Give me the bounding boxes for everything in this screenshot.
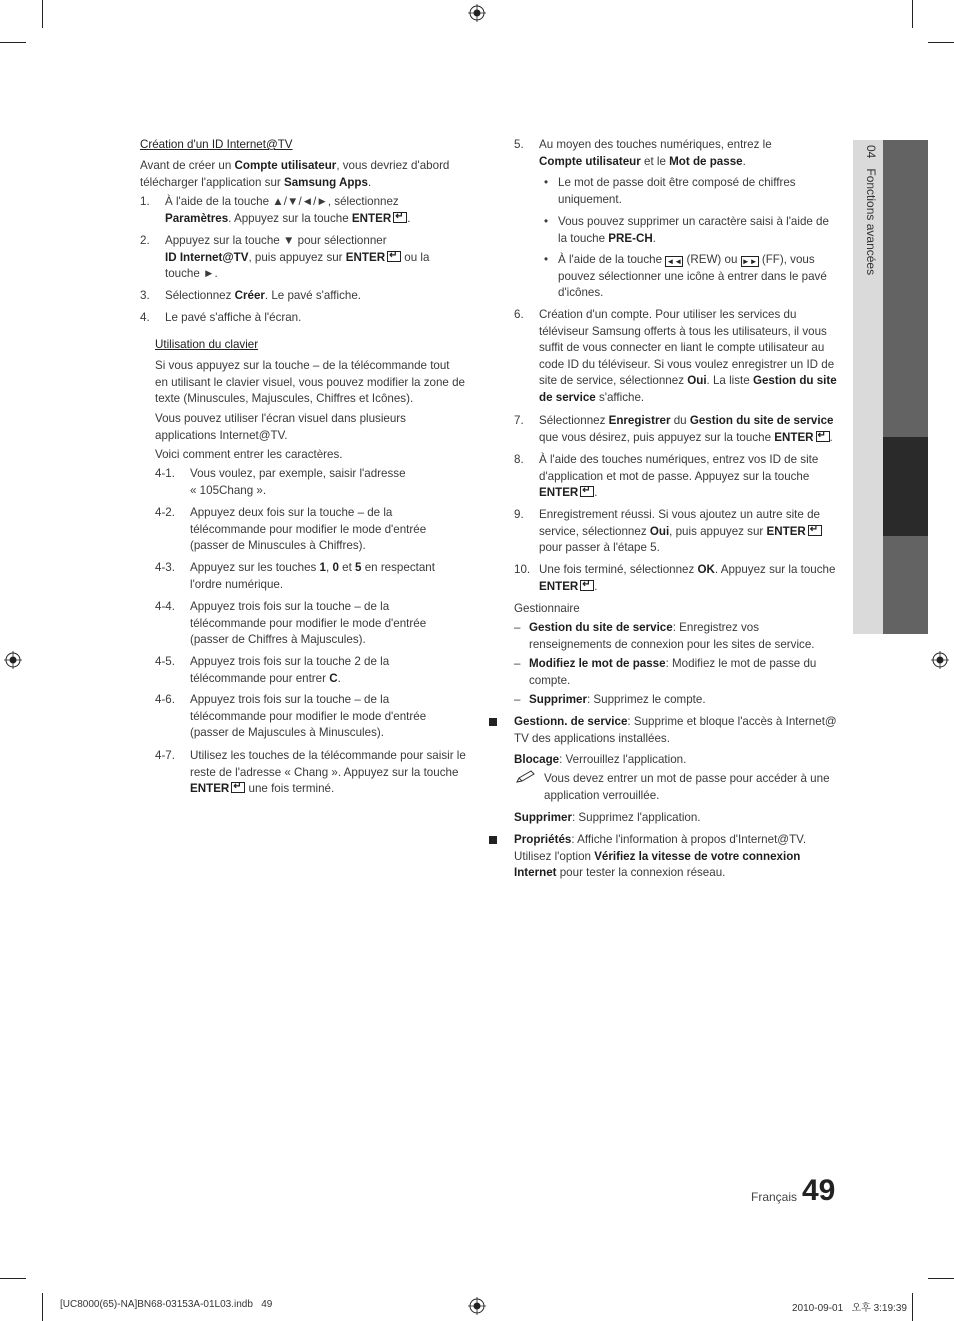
step-text: Utilisez les touches de la télécommande pour saisir le reste de l'adresse « Chang ». Appuyez sur la touche ENTER↵ une fois terminé. [190,748,480,798]
crop-mark [912,0,913,28]
step-text: Création d'un compte. Pour utiliser les services du téléviseur Samsung offerts à tous les utilisateurs, il vous suffit de vous connecter en liant le compte utilisateur au code ID du téléviseur. Si vous voulez enregistrer un ID de site de service, sélectionnez Oui. La liste Gestion du site de service s'affiche. [539,308,837,404]
list-item-text: Supprimer: Supprimez le compte. [529,693,706,706]
dash: – [514,657,521,670]
registration-mark-icon [468,4,486,22]
bullet: • [544,253,549,266]
square-bullet-icon [489,836,497,844]
list-item-text: Gestion du site de service: Enregistrez vos renseignements de connexion pour les sites de service. [529,621,815,651]
paragraph: Voici comment entrer les caractères. [155,448,343,461]
bullet: • [544,215,549,228]
paragraph: Supprimer: Supprimez l'application. [514,811,701,824]
crop-mark [42,0,43,28]
step-number: 2. [140,234,150,247]
section-heading: Création d'un ID Internet@TV [140,138,293,151]
fast-forward-icon: ►► [741,257,758,266]
subsection-heading: Utilisation du clavier [155,338,259,351]
crop-mark [0,42,26,43]
step-text: Appuyez sur les touches 1, 0 et 5 en respectant l'ordre numérique. [190,561,435,591]
step-text: Appuyez trois fois sur la touche 2 de la télécommande pour entrer C. [190,655,390,685]
menu-item-text: Propriétés: Affiche l'information à propos d'Internet@TV. Utilisez l'option Vérifiez la vitesse de votre connexion Internet pour tester la connexion réseau. [514,833,807,880]
menu-item-text: Gestionn. de service: Supprime et bloque l'accès à Internet@ TV des applications installées. [514,715,837,745]
step-text: Enregistrement réussi. Si vous ajoutez un autre site de service, sélectionnez Oui, puis appuyez sur ENTER↵ pour passer à l'étape 5. [539,507,839,557]
enter-icon [393,212,407,223]
step-text: Le pavé s'affiche à l'écran. [165,311,302,324]
enter-icon [580,486,594,497]
step-number: 5. [514,138,524,151]
list-item-text: Modifiez le mot de passe: Modifiez le mot de passe du compte. [529,657,817,687]
step-number: 7. [514,414,524,427]
registration-mark-icon [931,651,949,669]
chapter-tab-block [883,536,928,634]
registration-mark-icon [4,651,22,669]
chapter-label [858,145,878,445]
step-number: 8. [514,453,524,466]
print-file-info: [UC8000(65)-NA]BN68-03153A-01L03.indb 49 [60,1299,273,1310]
note-text: Vous devez entrer un mot de passe pour accéder à une application verrouillée. [544,772,830,802]
step-number: 4-7. [155,749,175,762]
step-text: À l'aide de la touche ▲/▼/◄/►, sélectionnez Paramètres. Appuyez sur la touche ENTER↵ . [165,194,465,227]
enter-icon [387,251,401,262]
enter-icon [816,431,830,442]
step-text: Sélectionnez Enregistrer du Gestion du site de service que vous désirez, puis appuyez sur la touche ENTER↵ . [539,413,844,446]
step-number: 4-4. [155,600,175,613]
step-number: 9. [514,508,524,521]
chapter-tab-block [883,140,928,437]
step-number: 4-2. [155,506,175,519]
bullet-text: Vous pouvez supprimer un caractère saisi à l'aide de la touche PRE-CH. [558,215,829,245]
step-text: Au moyen des touches numériques, entrez le Compte utilisateur et le Mot de passe. [539,138,772,168]
bullet: • [544,176,549,189]
crop-mark [912,1293,913,1321]
step-number: 3. [140,289,150,302]
crop-mark [42,1293,43,1321]
step-text: Appuyez deux fois sur la touche – de la télécommande pour modifier le mode d'entrée (passer de Minuscules à Chiffres). [190,506,427,553]
intro-text: Avant de créer un Compte utilisateur, vous devriez d'abord télécharger l'application sur Samsung Apps. [140,159,450,189]
step-text: Vous voulez, par exemple, saisir l'adresse « 105Chang ». [190,467,406,497]
footer-language: Français [751,1190,798,1204]
step-text: Une fois terminé, sélectionnez OK. Appuyez sur la touche ENTER↵ . [539,562,839,595]
step-number: 4-6. [155,693,175,706]
paragraph: Si vous appuyez sur la touche – de la télécommande tout en utilisant le clavier visuel, vous pouvez modifier la zone de texte (Minuscules, Majuscules, Chiffres et Icônes). [155,359,465,406]
enter-icon [580,580,594,591]
chapter-tab-active-block [883,437,928,536]
chapter-title: Fonctions avancées [864,168,878,276]
dash: – [514,621,521,634]
paragraph: Vous pouvez utiliser l'écran visuel dans plusieurs applications Internet@TV. [155,412,406,442]
page-number: 49 [802,1174,836,1207]
step-number: 4-5. [155,655,175,668]
step-text: À l'aide des touches numériques, entrez vos ID de site d'application et mot de passe. Appuyez sur la touche ENTER↵ . [539,452,839,502]
bullet-text: Le mot de passe doit être composé de chiffres uniquement. [558,176,796,206]
crop-mark [0,1278,26,1279]
rewind-icon: ◄◄ [666,257,683,266]
enter-icon [808,525,822,536]
chapter-number: 04 [864,145,878,159]
step-number: 4. [140,311,150,324]
dash: – [514,693,521,706]
print-date-info: 2010-09-01 오후 3:19:39 [792,1303,907,1314]
paragraph: Blocage: Verrouillez l'application. [514,753,687,766]
step-number: 10. [514,563,531,576]
subsection-title: Gestionnaire [514,602,580,615]
step-text: Appuyez trois fois sur la touche – de la télécommande pour modifier le mode d'entrée (passer de Chiffres à Majuscules). [190,600,427,647]
crop-mark [928,42,954,43]
step-number: 4-3. [155,561,175,574]
step-number: 1. [140,195,150,208]
step-number: 6. [514,308,524,321]
enter-icon [231,782,245,793]
registration-mark-icon [468,1297,486,1315]
step-text: Sélectionnez Créer. Le pavé s'affiche. [165,289,362,302]
square-bullet-icon [489,718,497,726]
bullet-text: À l'aide de la touche ◄◄ (REW) ou ►► (FF), vous pouvez sélectionner une icône à entrer dans le pavé d'icônes. [558,253,827,300]
step-text: Appuyez sur la touche ▼ pour sélectionner ID Internet@TV, puis appuyez sur ENTER↵ ou la touche ►. [165,233,465,283]
step-text: Appuyez trois fois sur la touche – de la télécommande pour modifier le mode d'entrée (passer de Majuscules à Minuscules). [190,693,427,740]
crop-mark [928,1278,954,1279]
step-number: 4-1. [155,467,175,480]
note-pencil-icon [515,770,537,784]
